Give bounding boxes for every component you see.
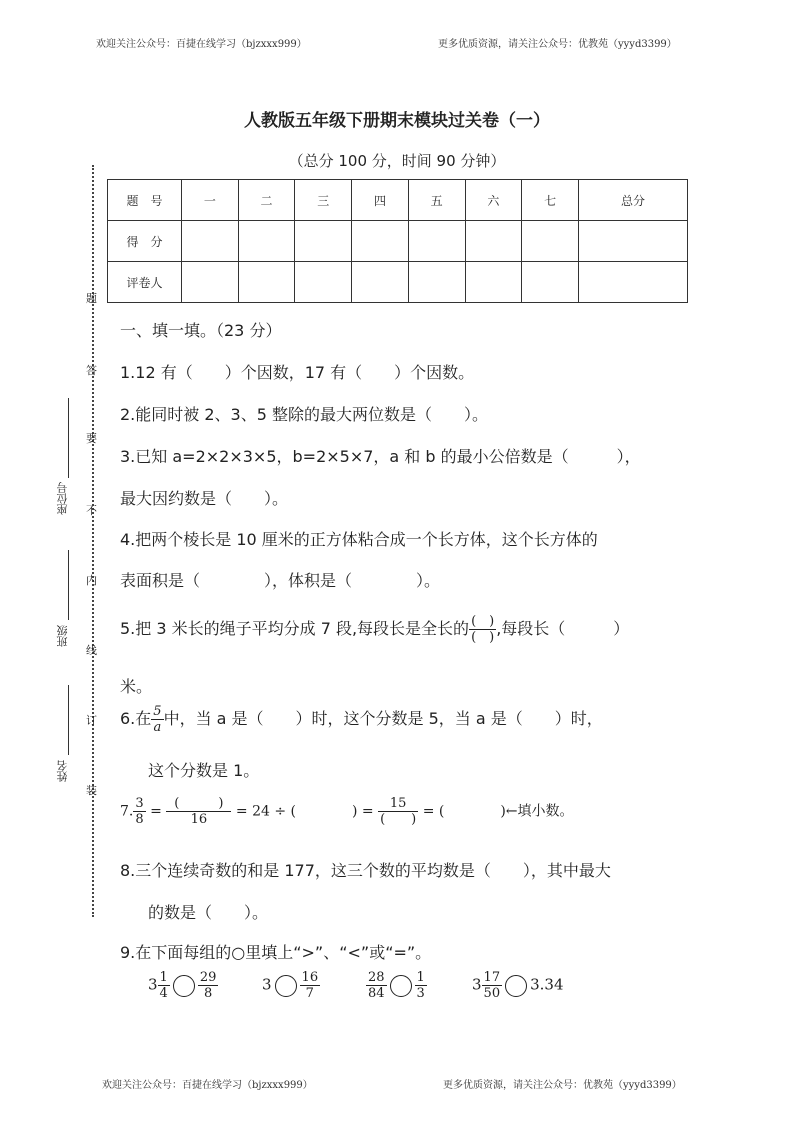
fraction-numerator: 17 (483, 970, 501, 985)
table-cell[interactable] (578, 221, 687, 262)
fraction-numerator: 28 (368, 970, 385, 985)
question-6-cont: 这个分数是 1。 (148, 761, 260, 780)
seal-char: 线 (86, 644, 97, 657)
binding-line (92, 165, 94, 917)
class-label: 班级 (56, 625, 69, 647)
blank-fraction[interactable] (469, 614, 496, 645)
question-5-cont: 米。 (120, 677, 153, 696)
table-cell: 五 (408, 180, 465, 221)
fraction-denominator: 8 (203, 986, 213, 1001)
fraction-numerator: ( ) (471, 614, 495, 629)
table-cell: 七 (522, 180, 579, 221)
header-right: 更多优质资源，请关注公众号：优教苑（yyyd3399） (438, 39, 677, 50)
question-5 (120, 614, 629, 645)
score-table (107, 179, 688, 303)
table-cell[interactable] (522, 221, 579, 262)
fraction-denominator: 8 (135, 812, 144, 827)
compare-circle[interactable] (173, 975, 195, 997)
table-cell[interactable] (182, 221, 239, 262)
question-6-text: 6.在 (120, 709, 152, 728)
compare-item-1 (148, 970, 218, 1001)
table-cell: 总分 (578, 180, 687, 221)
table-cell: 三 (295, 180, 352, 221)
question-7-mid: = 24 ÷ ( ) = (235, 803, 374, 820)
compare-item-4 (472, 970, 564, 1001)
name-label: 姓名 (56, 760, 69, 782)
whole-number: 3 (148, 975, 158, 994)
seat-label: 座位号 (56, 482, 69, 515)
table-cell: 题 号 (108, 180, 182, 221)
question-4-cont: 表面积是（ ），体积是（ ）。 (120, 571, 441, 590)
fraction[interactable] (166, 796, 231, 827)
question-5-text: 5.把 3 米长的绳子平均分成 7 段,每段长是全长的 (120, 619, 470, 638)
question-5-text-2: ,每段长（ ） (496, 619, 630, 638)
table-cell[interactable] (408, 221, 465, 262)
fraction (133, 796, 145, 827)
fraction (198, 970, 219, 1001)
decimal-number: 3.34 (530, 975, 564, 994)
table-cell: 六 (465, 180, 522, 221)
page-title: 人教版五年级下册期末模块过关卷（一） (244, 111, 550, 131)
fraction-numerator: 3 (135, 796, 144, 811)
name-field-line[interactable] (68, 685, 69, 755)
table-cell[interactable] (238, 221, 295, 262)
page-subtitle: （总分 100 分，时间 90 分钟） (288, 152, 506, 170)
fraction[interactable] (378, 796, 418, 827)
fraction-denominator: 16 (190, 812, 208, 827)
fraction (415, 970, 427, 1001)
footer-right: 更多优质资源，请关注公众号：优教苑（yyyd3399） (443, 1080, 682, 1091)
question-8-cont: 的数是（ ）。 (148, 903, 269, 922)
table-cell: 一 (182, 180, 239, 221)
table-cell: 得 分 (108, 221, 182, 262)
question-8: 8.三个连续奇数的和是 177，这三个数的平均数是（ ），其中最大 (120, 861, 611, 880)
question-3-cont: 最大因约数是（ ）。 (120, 489, 289, 508)
table-cell: 评卷人 (108, 262, 182, 303)
score-table-grader-row (108, 262, 688, 303)
fraction-denominator: ( ) (471, 630, 495, 645)
question-4: 4.把两个棱长是 10 厘米的正方体粘合成一个长方体，这个长方体的 (120, 530, 598, 549)
fraction-numerator: 1 (159, 970, 168, 985)
fraction-denominator: 3 (416, 986, 425, 1001)
table-cell[interactable] (182, 262, 239, 303)
class-field-line[interactable] (68, 550, 69, 620)
table-cell[interactable] (465, 221, 522, 262)
table-cell: 二 (238, 180, 295, 221)
table-cell: 四 (352, 180, 409, 221)
seal-char: 答 (86, 364, 97, 377)
table-cell[interactable] (295, 221, 352, 262)
table-cell[interactable] (238, 262, 295, 303)
question-6-text-2: 中，当 a 是（ ）时，这个分数是 5，当 a 是（ ）时， (163, 709, 603, 728)
fraction-numerator: ( ) (166, 796, 231, 812)
seal-char: 装 (86, 784, 97, 797)
fraction (300, 970, 321, 1001)
table-cell[interactable] (522, 262, 579, 303)
fraction-numerator: 16 (301, 970, 319, 985)
table-cell[interactable] (465, 262, 522, 303)
seal-char: 题 (86, 292, 97, 305)
table-cell[interactable] (578, 262, 687, 303)
compare-circle[interactable] (505, 975, 527, 997)
fraction (151, 704, 163, 735)
question-7-end: = ( )←填小数。 (422, 803, 574, 820)
compare-circle[interactable] (390, 975, 412, 997)
fraction-denominator: 84 (368, 986, 385, 1001)
footer-left: 欢迎关注公众号：百捷在线学习（bjzxxx999） (102, 1080, 313, 1091)
question-6 (120, 704, 603, 735)
fraction (366, 970, 387, 1001)
seal-char: 不 (86, 504, 97, 517)
table-cell[interactable] (352, 262, 409, 303)
question-9: 9.在下面每组的○里填上“>”、“<”或“=”。 (120, 943, 432, 962)
seal-char: 内 (86, 574, 97, 587)
compare-item-2 (262, 970, 320, 1001)
question-1: 1.12 有（ ）个因数，17 有（ ）个因数。 (120, 363, 475, 382)
score-table-header-row (108, 180, 688, 221)
whole-number: 3 (262, 975, 272, 994)
fraction (482, 970, 503, 1001)
table-cell[interactable] (408, 262, 465, 303)
table-cell[interactable] (295, 262, 352, 303)
fraction-denominator: 50 (483, 986, 501, 1001)
section-title: 一、填一填。（23 分） (120, 321, 282, 340)
whole-number: 3 (472, 975, 482, 994)
table-cell[interactable] (352, 221, 409, 262)
question-7-num: 7. (120, 803, 134, 820)
seal-char: 订 (86, 714, 97, 727)
fraction-denominator: 7 (305, 986, 314, 1001)
fraction-denominator: ( ) (380, 812, 417, 827)
seat-field-line[interactable] (68, 398, 69, 478)
seal-char: 要 (86, 432, 97, 445)
question-3: 3.已知 a=2×2×3×5，b=2×5×7，a 和 b 的最小公倍数是（ ）， (120, 447, 641, 466)
compare-item-3 (366, 970, 427, 1001)
question-2: 2.能同时被 2、3、5 整除的最大两位数是（ ）。 (120, 405, 488, 424)
fraction-denominator: 4 (159, 986, 168, 1001)
fraction (158, 970, 170, 1001)
header-left: 欢迎关注公众号：百捷在线学习（bjzxxx999） (96, 39, 307, 50)
fraction-numerator: 1 (416, 970, 425, 985)
question-7: 7. $\frac{3}{8}$ = $\frac{( )}{16}$ = 24 ÷ ( ) = $\frac{15}{( )}$ = ( )←填小数。 (120, 796, 574, 827)
score-table-score-row (108, 221, 688, 262)
fraction-numerator: 29 (199, 970, 217, 985)
fraction-denominator: a (153, 720, 162, 735)
compare-circle[interactable] (275, 975, 297, 997)
fraction-numerator: 5 (153, 704, 162, 719)
fraction-numerator: 15 (378, 796, 418, 812)
